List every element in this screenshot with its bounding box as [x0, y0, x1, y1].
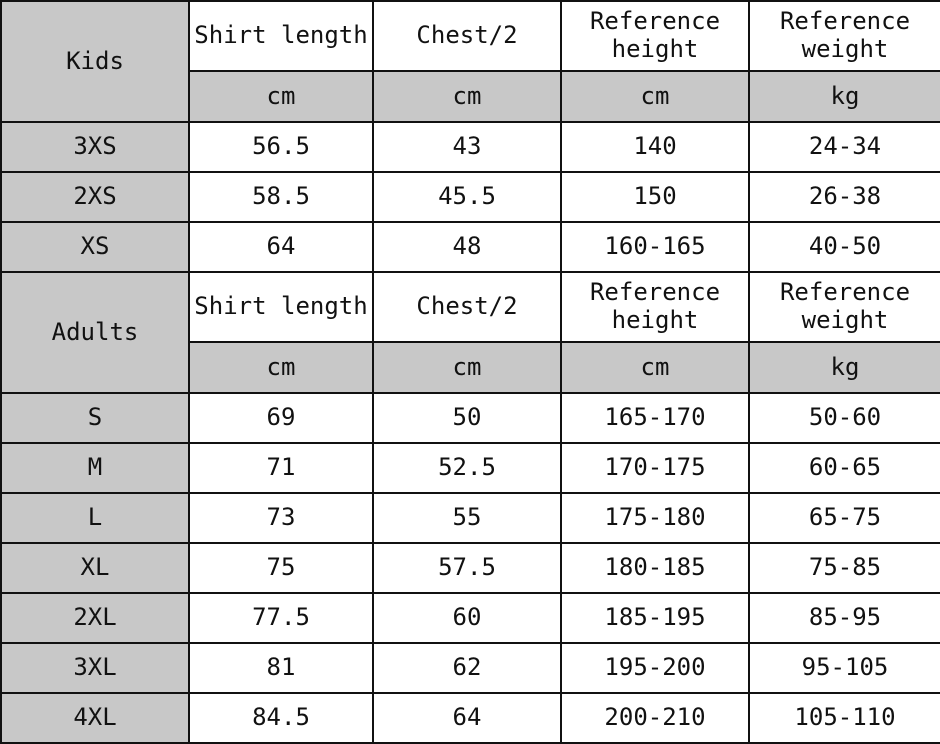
adults-header-row [1, 272, 940, 342]
weight-cell: 95-105 [749, 643, 940, 693]
kids-height-header [561, 1, 749, 71]
table-row [1, 693, 940, 743]
chest-cell: 48 [373, 222, 561, 272]
table-row [1, 493, 940, 543]
size-cell: L [1, 493, 189, 543]
size-cell: 3XS [1, 122, 189, 172]
size-cell: 3XL [1, 643, 189, 693]
weight-cell: 65-75 [749, 493, 940, 543]
shirt-length-cell: 71 [189, 443, 373, 493]
adults-shirt-length-header: Shirt length [189, 272, 373, 342]
kids-chest-header: Chest/2 [373, 1, 561, 71]
height-cell: 150 [561, 172, 749, 222]
weight-cell: 85-95 [749, 593, 940, 643]
chest-cell: 52.5 [373, 443, 561, 493]
adults-unit-shirt-length: cm [189, 342, 373, 393]
height-cell: 195-200 [561, 643, 749, 693]
adults-unit-height: cm [561, 342, 749, 393]
table-row [1, 172, 940, 222]
kids-shirt-length-header: Shirt length [189, 1, 373, 71]
weight-cell: 50-60 [749, 393, 940, 443]
adults-weight-header-line2: weight [801, 306, 889, 334]
size-cell: S [1, 393, 189, 443]
height-cell: 175-180 [561, 493, 749, 543]
chest-cell: 64 [373, 693, 561, 743]
shirt-length-cell: 56.5 [189, 122, 373, 172]
weight-cell: 105-110 [749, 693, 940, 743]
height-cell: 200-210 [561, 693, 749, 743]
kids-unit-shirt-length: cm [189, 71, 373, 122]
shirt-length-cell: 77.5 [189, 593, 373, 643]
chest-cell: 43 [373, 122, 561, 172]
size-chart-body [1, 1, 940, 743]
table-row [1, 443, 940, 493]
weight-cell: 24-34 [749, 122, 940, 172]
adults-chest-header: Chest/2 [373, 272, 561, 342]
size-cell: 2XS [1, 172, 189, 222]
chest-cell: 62 [373, 643, 561, 693]
size-cell: XL [1, 543, 189, 593]
table-row [1, 122, 940, 172]
size-cell: 4XL [1, 693, 189, 743]
adults-height-header-line1: Reference [589, 278, 721, 307]
adults-unit-weight: kg [749, 342, 940, 393]
shirt-length-cell: 75 [189, 543, 373, 593]
kids-unit-height: cm [561, 71, 749, 122]
height-cell: 140 [561, 122, 749, 172]
height-cell: 180-185 [561, 543, 749, 593]
shirt-length-cell: 73 [189, 493, 373, 543]
weight-cell: 60-65 [749, 443, 940, 493]
chest-cell: 60 [373, 593, 561, 643]
weight-cell: 40-50 [749, 222, 940, 272]
chest-cell: 50 [373, 393, 561, 443]
adults-weight-header [749, 272, 940, 342]
kids-weight-header-line2: weight [801, 35, 889, 63]
weight-cell: 75-85 [749, 543, 940, 593]
adults-weight-header-line1: Reference [779, 278, 911, 307]
shirt-length-cell: 81 [189, 643, 373, 693]
kids-group-label: Kids [1, 1, 189, 122]
kids-header-row [1, 1, 940, 71]
shirt-length-cell: 58.5 [189, 172, 373, 222]
kids-weight-header [749, 1, 940, 71]
table-row [1, 643, 940, 693]
chest-cell: 45.5 [373, 172, 561, 222]
shirt-length-cell: 84.5 [189, 693, 373, 743]
adults-height-header-line2: height [611, 306, 699, 334]
size-cell: M [1, 443, 189, 493]
adults-group-label: Adults [1, 272, 189, 393]
height-cell: 165-170 [561, 393, 749, 443]
kids-unit-weight: kg [749, 71, 940, 122]
height-cell: 160-165 [561, 222, 749, 272]
kids-unit-chest: cm [373, 71, 561, 122]
size-cell: XS [1, 222, 189, 272]
table-row [1, 222, 940, 272]
adults-unit-chest: cm [373, 342, 561, 393]
table-row [1, 393, 940, 443]
weight-cell: 26-38 [749, 172, 940, 222]
chest-cell: 57.5 [373, 543, 561, 593]
kids-weight-header-line1: Reference [779, 7, 911, 36]
adults-height-header [561, 272, 749, 342]
chest-cell: 55 [373, 493, 561, 543]
size-cell: 2XL [1, 593, 189, 643]
shirt-length-cell: 69 [189, 393, 373, 443]
kids-height-header-line2: height [611, 35, 699, 63]
table-row [1, 543, 940, 593]
height-cell: 185-195 [561, 593, 749, 643]
table-row [1, 593, 940, 643]
kids-height-header-line1: Reference [589, 7, 721, 36]
height-cell: 170-175 [561, 443, 749, 493]
shirt-length-cell: 64 [189, 222, 373, 272]
